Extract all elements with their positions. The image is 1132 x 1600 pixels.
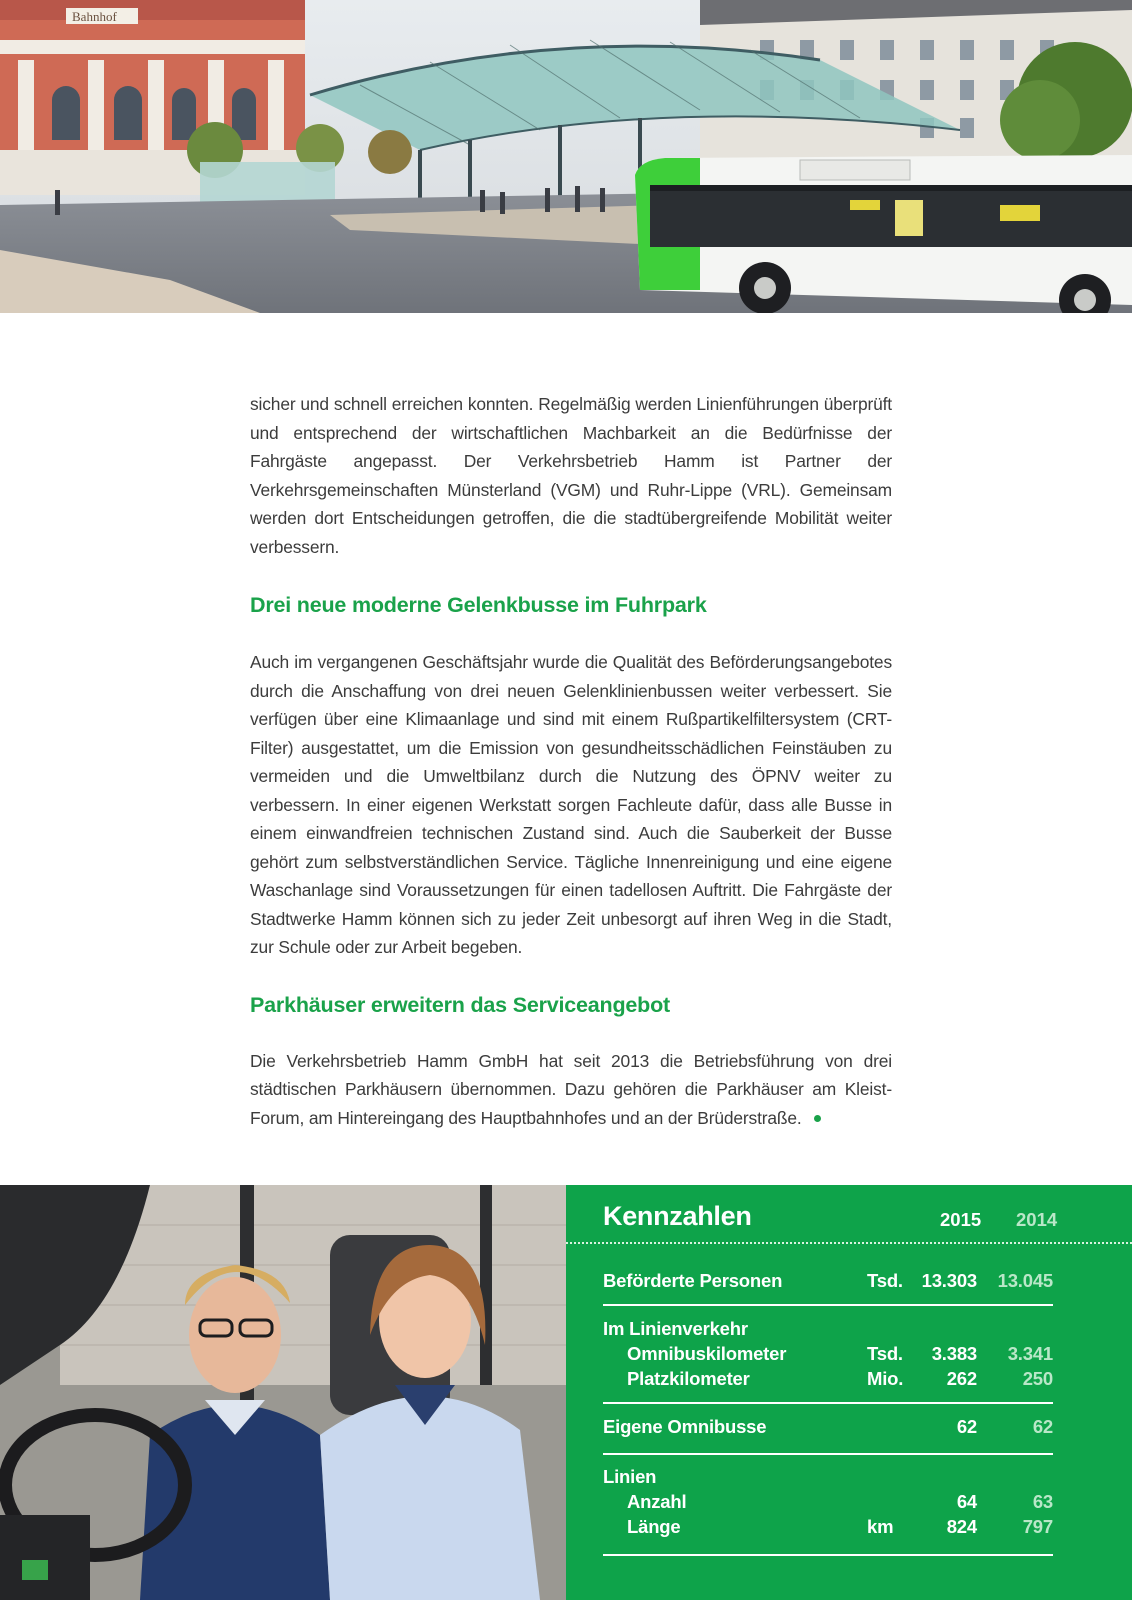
row-label: Omnibuskilometer (627, 1343, 787, 1364)
heading-gelenkbusse: Drei neue moderne Gelenkbusse im Fuhrpark (250, 593, 707, 617)
row-label: Eigene Omnibusse (603, 1416, 767, 1437)
group-label: Im Linienverkehr (603, 1318, 748, 1339)
value-2015: 62 (956, 1416, 977, 1437)
value-2014: 13.045 (997, 1270, 1053, 1291)
bus (635, 155, 1132, 313)
year-2015-header: 2015 (940, 1209, 982, 1230)
value-2015: 3.383 (931, 1343, 977, 1364)
group-label: Linien (603, 1466, 657, 1487)
table-row (603, 1491, 1053, 1516)
kennzahlen-panel (566, 1185, 1132, 1600)
paragraph-parkhaeuser-text: Die Verkehrsbetrieb Hamm GmbH hat seit 2013 die Betriebsführung von drei städtischen Parkhäusern übernommen. Dazu gehören die Parkhäuser am Kleist-Forum, am Hintereingang des Hauptbahnhofes und an der Brüderstraße. (250, 1050, 892, 1128)
table-row (603, 1516, 1053, 1541)
table-row (603, 1343, 1053, 1368)
row-divider (603, 1304, 1053, 1306)
paragraph-parkhaeuser (250, 1047, 892, 1133)
value-2015: 262 (946, 1368, 977, 1389)
dotted-divider (566, 1242, 1132, 1244)
row-divider (603, 1402, 1053, 1404)
row-label: Länge (627, 1516, 681, 1537)
end-marker-dot (814, 1115, 821, 1122)
value-2014: 797 (1022, 1516, 1053, 1537)
station-sign: Bahnhof (72, 9, 117, 24)
heading-parkhaeuser: Parkhäuser erweitern das Serviceangebot (250, 992, 671, 1017)
value-2014: 63 (1032, 1491, 1053, 1512)
row-divider (603, 1554, 1053, 1556)
row-label: Platzkilometer (627, 1368, 750, 1389)
row-unit: Tsd. (867, 1270, 903, 1291)
row-divider (603, 1453, 1053, 1455)
year-2014-header: 2014 (1016, 1209, 1058, 1230)
row-label: Anzahl (627, 1491, 687, 1512)
value-2014: 3.341 (1007, 1343, 1053, 1364)
table-row (603, 1368, 1053, 1393)
row-unit: km (867, 1516, 894, 1537)
paragraph-gelenkbusse: Auch im vergangenen Geschäftsjahr wurde die Qualität des Beförderungsangebotes durch die Anschaffung von drei neuen Gelenklinienbussen weiter verbessert. Sie verfügen über eine Klimaanlage und sind mit einem Rußpartikelfiltersystem (CRT-Filter) ausgestattet, um die Emission von gesundheitsschädlichen Feinstäuben zu vermeiden und die Umweltbilanz durch die Nutzung des ÖPNV weiter zu verbessern. In einer eigenen Werkstatt sorgen Fachleute dafür, dass alle Busse in einem einwandfreien technischen Zustand sind. Auch die Sauberkeit der Busse gehört zum selbstverständlichen Service. Tägliche Innenreinigung und eine eigene Waschanlage sind Voraussetzungen für einen tadellosen Auftritt. Die Fahrgäste der Stadtwerke Hamm können sich zu jeder Zeit unbesorgt auf ihren Weg in die Stadt, zur Schule oder zur Arbeit begeben. (250, 652, 892, 957)
row-unit: Mio. (867, 1368, 904, 1389)
photo-bus-drivers (0, 1185, 566, 1600)
value-2015: 64 (956, 1491, 977, 1512)
article (250, 390, 892, 1132)
row-label: Beförderte Personen (603, 1270, 783, 1291)
value-2014: 62 (1032, 1416, 1053, 1437)
kennzahlen-title: Kennzahlen (603, 1201, 752, 1231)
row-unit: Tsd. (867, 1343, 903, 1364)
value-2015: 13.303 (921, 1270, 977, 1291)
table-row (603, 1416, 1053, 1441)
value-2015: 824 (946, 1516, 977, 1537)
table-row (603, 1318, 1053, 1343)
value-2014: 250 (1022, 1368, 1053, 1389)
hero-photo-bus-station (0, 0, 1132, 313)
table-row (603, 1270, 1053, 1295)
paragraph-intro: sicher und schnell erreichen konnten. Regelmäßig werden Linienführungen überprüft und entsprechend der wirtschaftlichen Machbarkeit an die Bedürfnisse der Fahrgäste angepasst. Der Verkehrsbetrieb Hamm ist Partner der Verkehrsgemeinschaften Münsterland (VGM) und Ruhr-Lippe (VRL). Gemeinsam werden dort Entscheidungen getroffen, die die stadtübergreifende Mobilität weiter verbessern. (250, 394, 892, 557)
table-row (603, 1466, 1053, 1491)
